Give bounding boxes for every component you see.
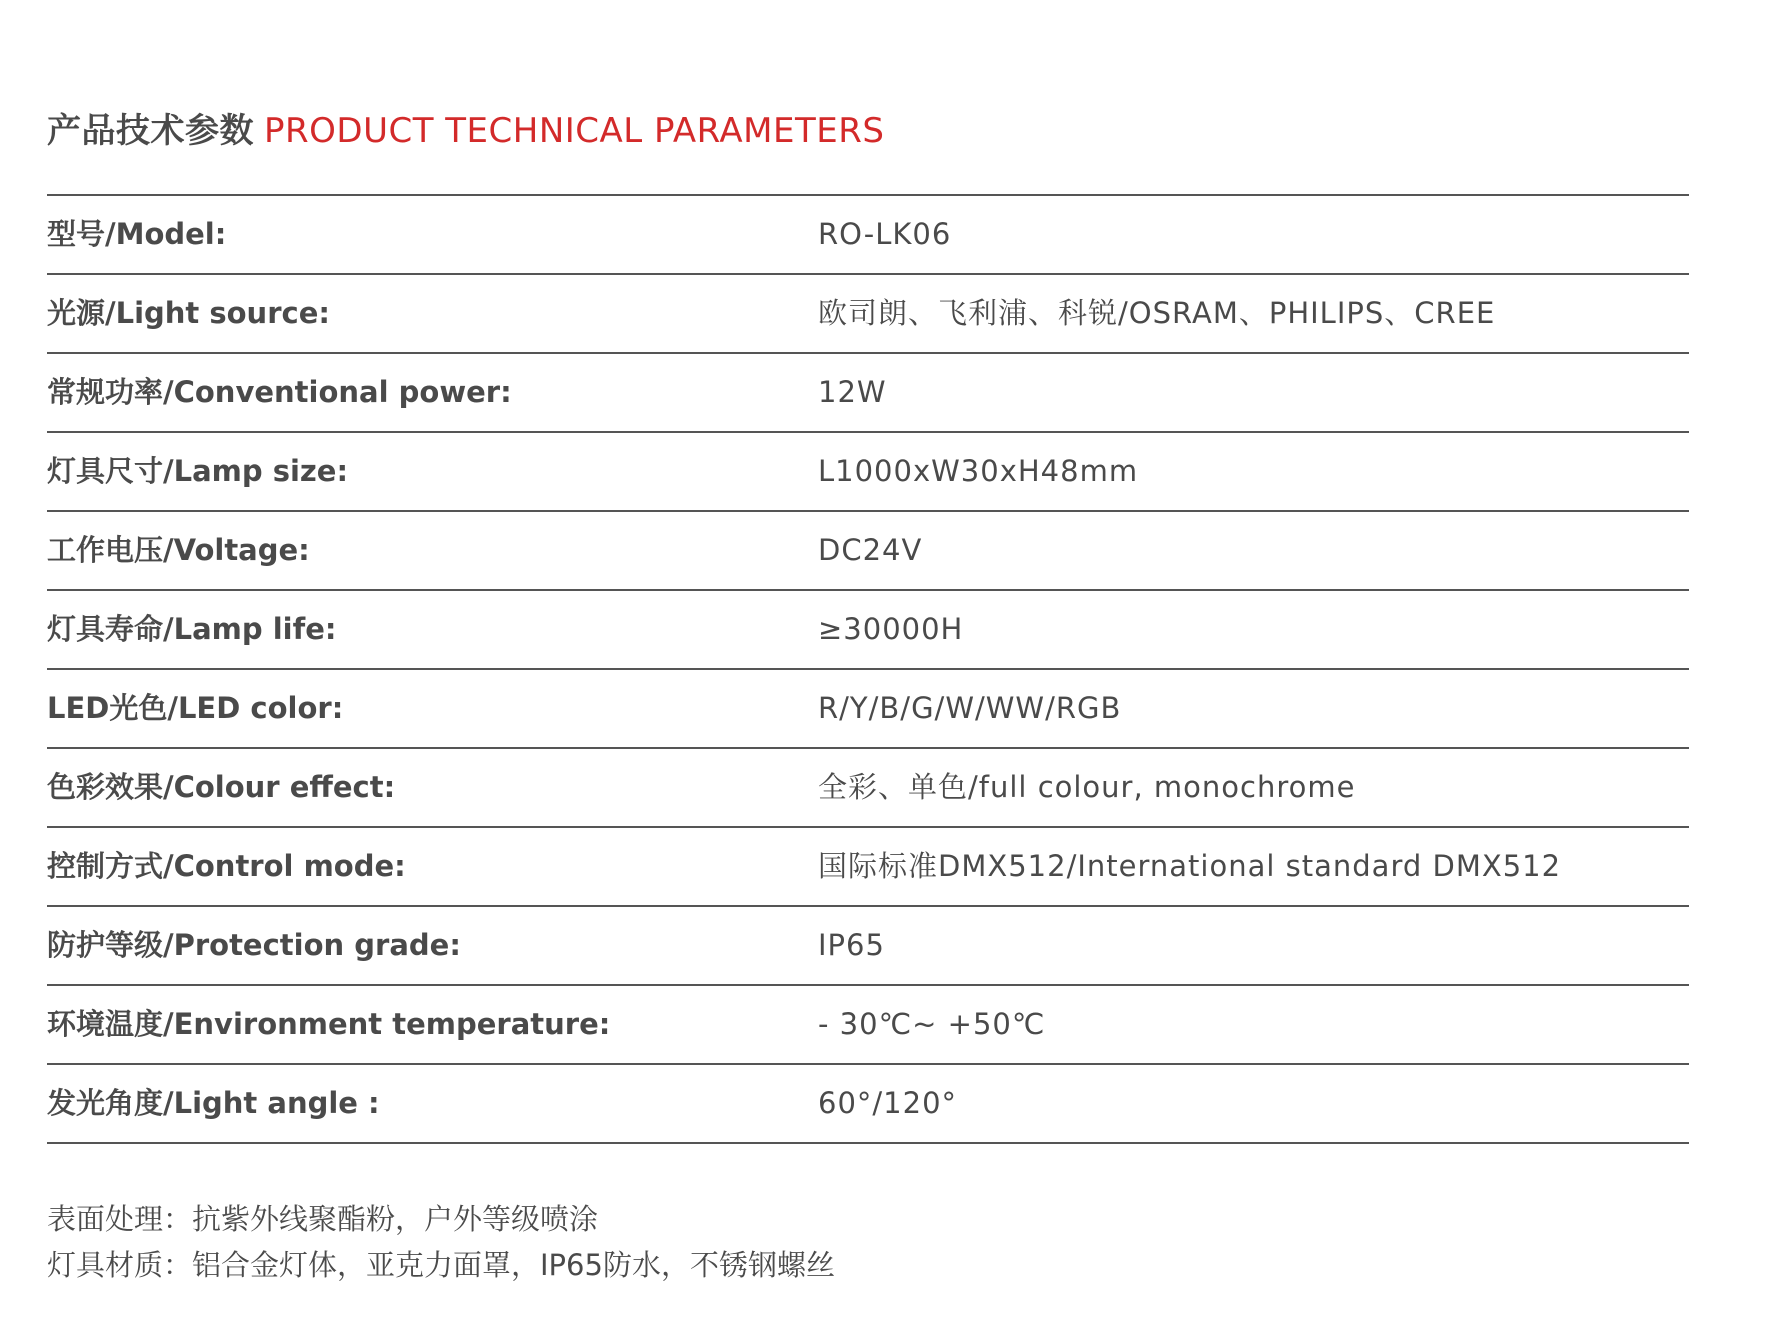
param-value: DC24V: [818, 533, 923, 567]
title-english: PRODUCT TECHNICAL PARAMETERS: [264, 111, 885, 151]
title-chinese: 产品技术参数: [47, 111, 254, 151]
param-value: IP65: [818, 928, 885, 962]
note-surface-treatment: 表面处理：抗紫外线聚酯粉，户外等级喷涂: [47, 1202, 599, 1236]
param-row-led-color: [47, 670, 1689, 749]
param-label: 光源/Light source:: [47, 296, 330, 330]
param-label: 防护等级/Protection grade:: [47, 928, 461, 962]
param-label: 常规功率/Conventional power:: [47, 375, 512, 409]
param-row-light-source: [47, 275, 1689, 354]
param-value: L1000xW30xH48mm: [818, 454, 1139, 488]
param-label: 型号/Model:: [47, 217, 227, 251]
param-value: 欧司朗、飞利浦、科锐/OSRAM、PHILIPS、CREE: [818, 296, 1496, 330]
param-label: 工作电压/Voltage:: [47, 533, 310, 567]
page-title: [47, 103, 884, 152]
param-row-protection-grade: [47, 907, 1689, 986]
param-row-model: [47, 196, 1689, 275]
param-row-colour-effect: [47, 749, 1689, 828]
param-row-environment-temperature: [47, 986, 1689, 1065]
parameters-table: [47, 194, 1689, 1144]
param-value: R/Y/B/G/W/WW/RGB: [818, 691, 1122, 725]
param-value: ≥30000H: [818, 612, 964, 646]
param-label: 灯具尺寸/Lamp size:: [47, 454, 349, 488]
product-notes: [47, 1196, 835, 1288]
param-value: 国际标准DMX512/International standard DMX512: [818, 849, 1562, 883]
param-label: 色彩效果/Colour effect:: [47, 770, 396, 804]
param-row-light-angle: [47, 1065, 1689, 1144]
param-value: 全彩、单色/full colour, monochrome: [818, 770, 1356, 804]
param-row-control-mode: [47, 828, 1689, 907]
param-value: - 30℃~ +50℃: [818, 1007, 1046, 1041]
param-value: 12W: [818, 375, 887, 409]
param-row-lamp-life: [47, 591, 1689, 670]
param-label: 发光角度/Light angle :: [47, 1086, 380, 1120]
param-label: 控制方式/Control mode:: [47, 849, 406, 883]
param-label: 环境温度/Environment temperature:: [47, 1007, 611, 1041]
param-label: 灯具寿命/Lamp life:: [47, 612, 337, 646]
param-row-voltage: [47, 512, 1689, 591]
param-value: 60°/120°: [818, 1086, 958, 1120]
param-row-lamp-size: [47, 433, 1689, 512]
param-row-power: [47, 354, 1689, 433]
param-value: RO-LK06: [818, 217, 952, 251]
note-lamp-material: 灯具材质：铝合金灯体，亚克力面罩，IP65防水，不锈钢螺丝: [47, 1248, 835, 1282]
param-label: LED光色/LED color:: [47, 691, 344, 725]
